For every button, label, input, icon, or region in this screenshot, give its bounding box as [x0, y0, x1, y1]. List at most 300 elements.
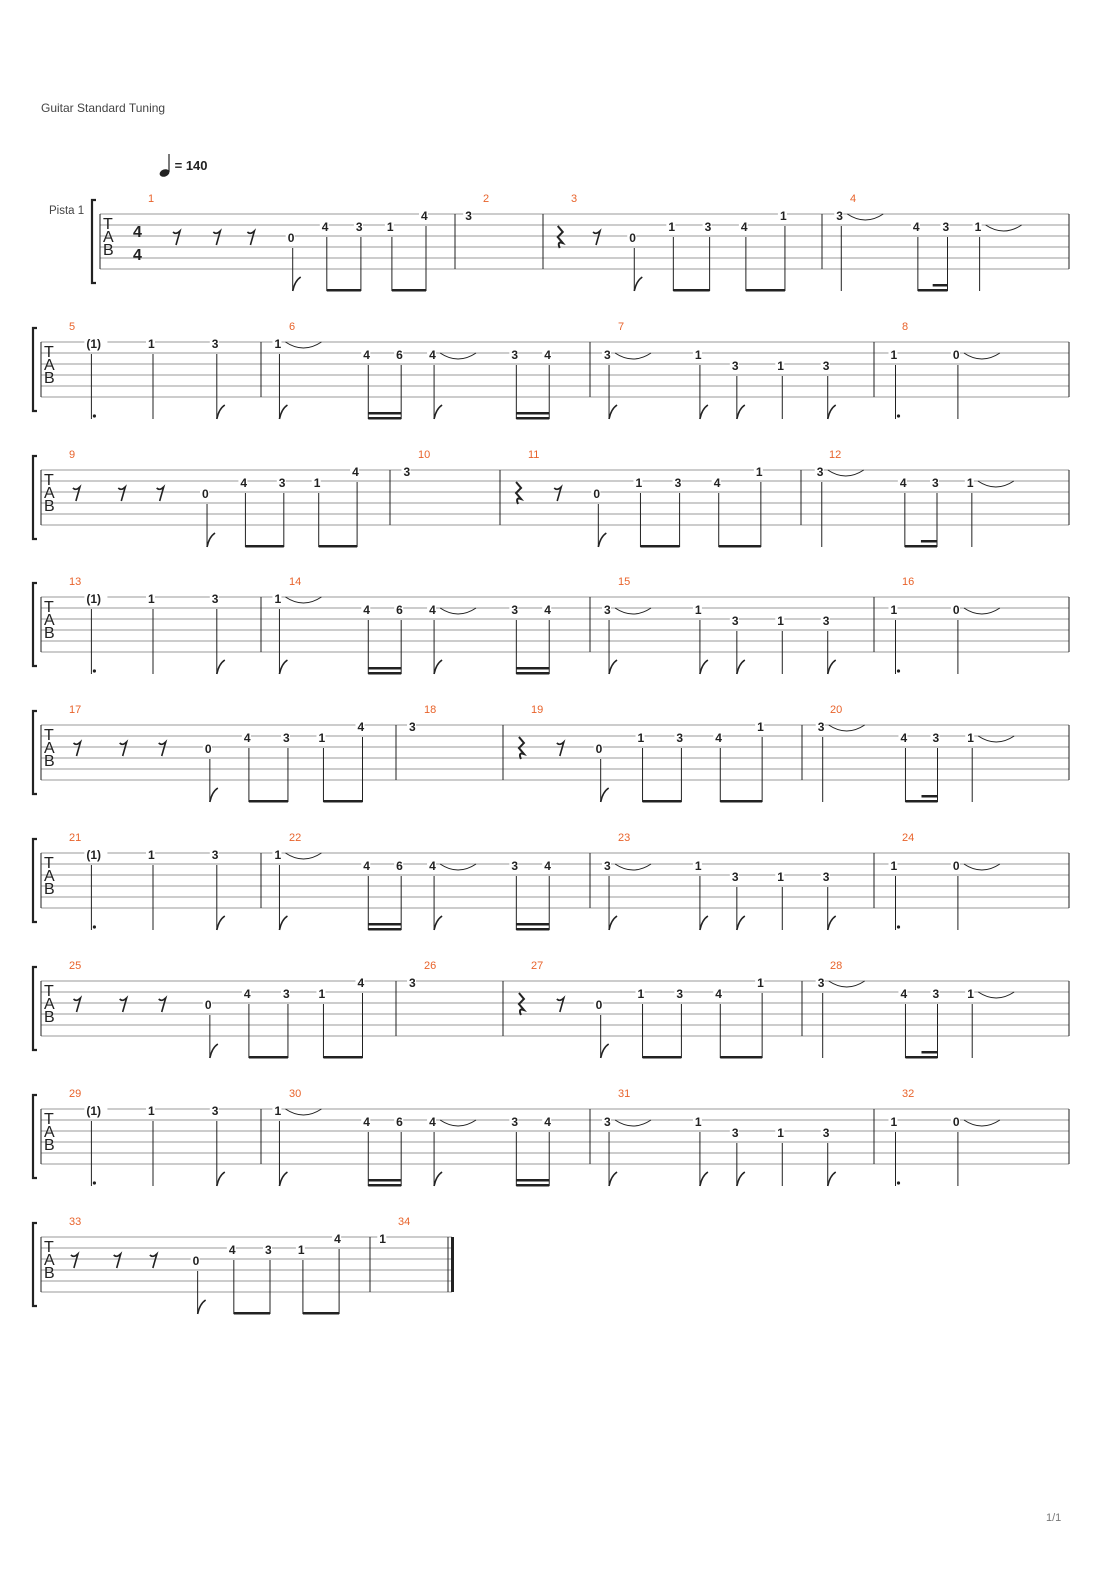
beam	[719, 545, 761, 548]
measure-number: 34	[398, 1216, 411, 1228]
eighth-rest-icon	[120, 742, 127, 756]
fret-number: 6	[396, 859, 403, 873]
eighth-flag	[217, 660, 225, 674]
fret-number: 3	[409, 720, 416, 734]
measure-number: 8	[902, 321, 909, 333]
fret-number: 1	[313, 476, 321, 490]
fret-number: 1	[694, 603, 702, 617]
tab-clef-letter: T	[44, 472, 54, 489]
tie-arc	[828, 470, 864, 476]
tie-arc	[285, 597, 321, 603]
fret-number: 4	[240, 476, 248, 490]
fret-number: 3	[211, 592, 219, 606]
fret-number: 3	[731, 1126, 739, 1140]
fret-number: 4	[715, 731, 722, 745]
tie-arc	[986, 225, 1022, 231]
dot-marker	[93, 414, 96, 417]
time-signature-bottom: 4	[133, 247, 142, 264]
eighth-rest-icon	[71, 1254, 78, 1268]
system-bracket	[33, 328, 37, 411]
beam	[905, 1056, 937, 1059]
beam	[640, 545, 679, 548]
tab-clef-letter: B	[44, 1265, 55, 1282]
fret-number: 3	[817, 720, 825, 734]
eighth-rest-icon	[73, 487, 80, 501]
quarter-rest-icon	[516, 482, 521, 504]
beam	[905, 545, 937, 548]
eighth-flag	[700, 1172, 708, 1186]
fret-number: 4	[243, 987, 251, 1001]
beam	[905, 800, 937, 803]
fret-number: 1	[635, 476, 643, 490]
fret-number: 0	[952, 1115, 960, 1129]
dot-marker	[897, 925, 900, 928]
fret-number: 3	[674, 476, 682, 490]
eighth-flag	[210, 788, 218, 802]
beam-secondary	[368, 1179, 401, 1182]
fret-number: 0	[952, 603, 960, 617]
fret-number: 4	[228, 1243, 236, 1257]
tie-arc	[440, 608, 476, 614]
tab-clef-letter: T	[44, 983, 54, 1000]
fret-number: 1	[274, 848, 282, 862]
fret-number: 4	[900, 731, 908, 745]
beam	[392, 289, 426, 292]
eighth-rest-icon	[247, 231, 254, 245]
eighth-flag	[210, 1044, 218, 1058]
beam	[643, 1056, 682, 1059]
fret-number: 4	[363, 859, 370, 873]
fret-number: 1	[755, 465, 763, 479]
fret-number: 1	[777, 870, 784, 884]
tie-arc	[615, 608, 651, 614]
beam-secondary	[368, 412, 401, 415]
tab-clef-letter: A	[44, 868, 55, 885]
measure-number: 29	[69, 1088, 82, 1100]
measure-number: 32	[902, 1088, 915, 1100]
measure-number: 11	[528, 449, 540, 461]
fret-number: 3	[604, 1115, 611, 1129]
fret-number: 1	[148, 1104, 155, 1118]
system-bracket	[33, 456, 37, 539]
system-bracket	[33, 711, 37, 794]
tab-clef-letter: B	[44, 625, 55, 642]
fret-number: 3	[465, 209, 472, 223]
measure-number: 7	[618, 321, 625, 333]
beam	[319, 545, 357, 548]
eighth-rest-icon	[114, 1254, 121, 1268]
measure-number: 15	[618, 576, 631, 588]
system-bracket	[33, 1223, 37, 1306]
fret-number: 3	[822, 870, 830, 884]
fret-number: 3	[676, 731, 684, 745]
tie-arc	[440, 864, 476, 870]
fret-number: 1	[967, 731, 974, 745]
measure-number: 28	[830, 960, 843, 972]
fret-number: 1	[297, 1243, 305, 1257]
measure-number: 25	[69, 960, 82, 972]
system-bracket	[33, 967, 37, 1050]
measure-number: 14	[289, 576, 302, 588]
system-bracket	[33, 1095, 37, 1178]
fret-number: 4	[429, 1115, 436, 1129]
fret-number: 3	[282, 731, 290, 745]
tab-clef-letter: A	[44, 357, 55, 374]
tab-clef-letter: B	[44, 370, 55, 387]
fret-number: 1	[694, 348, 702, 362]
eighth-flag	[434, 405, 442, 419]
eighth-flag	[279, 405, 287, 419]
tab-clef-letter: B	[44, 498, 55, 515]
fret-number: 3	[511, 859, 519, 873]
beam	[368, 1184, 401, 1187]
tab-clef-letter: B	[44, 753, 55, 770]
tab-clef-letter: A	[44, 1252, 55, 1269]
final-barline-thick	[451, 1237, 454, 1292]
beam	[720, 1056, 762, 1059]
beam-secondary	[368, 923, 401, 926]
measure-number: 13	[69, 576, 82, 588]
fret-number: 0	[629, 231, 636, 245]
fret-number: 4	[544, 603, 551, 617]
fret-number: 1	[757, 976, 764, 990]
fret-number: 4	[357, 976, 365, 990]
tie-arc	[964, 353, 1000, 359]
beam-secondary	[921, 540, 937, 543]
eighth-flag	[217, 916, 225, 930]
tab-clef-letter: B	[44, 881, 55, 898]
tab-clef-letter: A	[44, 1124, 55, 1141]
measure-number: 1	[148, 193, 155, 205]
eighth-rest-icon	[554, 487, 561, 501]
eighth-flag	[434, 660, 442, 674]
fret-number: 1	[148, 337, 155, 351]
tab-clef-letter: T	[44, 855, 54, 872]
eighth-flag	[217, 405, 225, 419]
staff-system	[33, 839, 1069, 931]
beam	[720, 800, 762, 803]
eighth-flag	[609, 1172, 617, 1186]
measure-number: 5	[69, 321, 76, 333]
fret-number: 3	[511, 348, 519, 362]
fret-number: 0	[952, 348, 960, 362]
tuning-label: Guitar Standard Tuning	[41, 101, 166, 115]
measure-number: 17	[69, 704, 82, 716]
eighth-rest-icon	[159, 998, 166, 1012]
tab-clef-letter: B	[103, 242, 114, 259]
quarter-rest-icon	[519, 737, 524, 759]
beam	[516, 1184, 549, 1187]
system-bracket	[33, 839, 37, 922]
quarter-rest-icon	[519, 993, 524, 1015]
measure-number: 27	[531, 960, 544, 972]
beam-secondary	[933, 284, 948, 287]
fret-number: 3	[704, 220, 712, 234]
fret-number: 4	[715, 987, 722, 1001]
fret-number: 0	[593, 487, 601, 501]
fret-number: 4	[352, 465, 359, 479]
fret-number: 1	[274, 1104, 282, 1118]
staff-system	[33, 967, 1069, 1059]
time-signature-top: 4	[133, 224, 142, 241]
fret-number: 3	[731, 359, 739, 373]
eighth-flag	[279, 660, 287, 674]
eighth-flag	[434, 916, 442, 930]
eighth-flag	[601, 1044, 609, 1058]
beam-secondary	[921, 795, 937, 798]
fret-number: 3	[511, 1115, 519, 1129]
fret-number: 3	[403, 465, 411, 479]
fret-number: 4	[912, 220, 920, 234]
eighth-flag	[279, 916, 287, 930]
beam	[368, 672, 401, 675]
eighth-rest-icon	[557, 998, 564, 1012]
fret-number: 3	[211, 1104, 219, 1118]
staff-system	[33, 328, 1069, 420]
measure-number: 4	[850, 193, 857, 205]
tie-arc	[829, 981, 865, 987]
fret-number: 3	[932, 731, 940, 745]
eighth-flag	[207, 533, 215, 547]
eighth-rest-icon	[173, 231, 180, 245]
fret-number: 1	[668, 220, 676, 234]
beam	[746, 289, 785, 292]
page-number: 1/1	[1046, 1512, 1062, 1524]
tab-clef-letter: T	[44, 599, 54, 616]
fret-number: 3	[816, 465, 824, 479]
fret-number: 0	[952, 859, 960, 873]
measure-number: 6	[289, 321, 296, 333]
dot-marker	[93, 925, 96, 928]
fret-number: 1	[386, 220, 394, 234]
beam	[303, 1312, 339, 1315]
tab-clef-letter: A	[44, 996, 55, 1013]
measure-number: 3	[571, 193, 578, 205]
fret-number: 6	[396, 1115, 403, 1129]
fret-number: 3	[817, 976, 825, 990]
fret-number: 6	[396, 348, 403, 362]
fret-number: 4	[900, 987, 908, 1001]
fret-number: 1	[779, 209, 787, 223]
beam	[368, 417, 401, 420]
measure-number: 22	[289, 832, 302, 844]
tab-clef-letter: A	[44, 485, 55, 502]
beam	[516, 672, 549, 675]
tempo-value: = 140	[174, 158, 208, 173]
staff-system	[33, 1095, 1069, 1187]
fret-number: 4	[334, 1232, 341, 1246]
fret-number: 4	[363, 603, 370, 617]
dot-marker	[897, 414, 900, 417]
beam-secondary	[516, 923, 549, 926]
fret-number: 1	[967, 987, 974, 1001]
fret-number: 1	[757, 720, 764, 734]
measure-number: 20	[830, 704, 843, 716]
eighth-flag	[198, 1300, 206, 1314]
fret-number: 3	[604, 859, 611, 873]
eighth-rest-icon	[120, 998, 127, 1012]
eighth-flag	[828, 916, 836, 930]
tab-clef-letter: B	[44, 1137, 55, 1154]
fret-number: (1)	[86, 337, 102, 351]
fret-number: 4	[421, 209, 428, 223]
fret-number: 1	[777, 614, 784, 628]
fret-number: 4	[544, 348, 551, 362]
tie-arc	[847, 214, 883, 220]
tab-clef-letter: T	[44, 1111, 54, 1128]
eighth-flag	[737, 1172, 745, 1186]
tie-arc	[285, 1109, 321, 1115]
beam	[516, 417, 549, 420]
staff-system	[33, 583, 1069, 675]
fret-number: 6	[396, 603, 403, 617]
eighth-flag	[217, 1172, 225, 1186]
beam	[245, 545, 283, 548]
tab-clef-letter: T	[44, 727, 54, 744]
eighth-flag	[737, 916, 745, 930]
staff-system	[33, 1223, 454, 1315]
eighth-rest-icon	[593, 231, 600, 245]
beam-secondary	[368, 667, 401, 670]
fret-number: 4	[357, 720, 365, 734]
fret-number: 0	[204, 998, 212, 1012]
fret-number: 4	[321, 220, 329, 234]
fret-number: 3	[211, 337, 219, 351]
beam	[673, 289, 709, 292]
fret-number: 1	[966, 476, 974, 490]
fret-number: 1	[777, 359, 784, 373]
tab-clef-letter: T	[44, 1239, 54, 1256]
measure-number: 31	[618, 1088, 631, 1100]
fret-number: 3	[355, 220, 363, 234]
fret-number: 1	[890, 603, 898, 617]
fret-number: 1	[694, 1115, 702, 1129]
eighth-rest-icon	[213, 231, 220, 245]
fret-number: 1	[318, 987, 326, 1001]
fret-number: 3	[409, 976, 416, 990]
dot-marker	[897, 669, 900, 672]
fret-number: 1	[694, 859, 702, 873]
measure-number: 10	[418, 449, 431, 461]
beam	[327, 289, 361, 292]
fret-number: (1)	[86, 1104, 102, 1118]
fret-number: 3	[822, 1126, 830, 1140]
fret-number: 3	[604, 603, 611, 617]
eighth-flag	[700, 660, 708, 674]
measure-number: 30	[289, 1088, 302, 1100]
dot-marker	[93, 669, 96, 672]
beam	[516, 928, 549, 931]
fret-number: 1	[318, 731, 326, 745]
fret-number: 1	[148, 848, 155, 862]
beam	[234, 1312, 270, 1315]
fret-number: 4	[899, 476, 907, 490]
tab-clef-letter: A	[44, 740, 55, 757]
tie-arc	[829, 725, 865, 731]
staff-system	[92, 200, 1069, 292]
beam	[643, 800, 682, 803]
eighth-flag	[737, 660, 745, 674]
fret-number: 1	[777, 1126, 784, 1140]
tie-arc	[964, 1120, 1000, 1126]
tie-arc	[440, 353, 476, 359]
fret-number: 3	[676, 987, 684, 1001]
fret-number: 3	[932, 987, 940, 1001]
fret-number: 3	[932, 476, 939, 490]
fret-number: 4	[713, 476, 721, 490]
fret-number: 3	[942, 220, 950, 234]
fret-number: 3	[822, 359, 830, 373]
tab-clef-letter: B	[44, 1009, 55, 1026]
eighth-flag	[598, 533, 606, 547]
eighth-flag	[434, 1172, 442, 1186]
tab-clef-letter: T	[103, 216, 113, 233]
tie-arc	[964, 864, 1000, 870]
eighth-flag	[609, 405, 617, 419]
quarter-rest-icon	[558, 226, 563, 248]
tie-arc	[964, 608, 1000, 614]
fret-number: 0	[287, 231, 295, 245]
measure-number: 16	[902, 576, 915, 588]
eighth-flag	[609, 660, 617, 674]
eighth-flag	[279, 1172, 287, 1186]
fret-number: 3	[731, 614, 739, 628]
beam	[323, 1056, 362, 1059]
fret-number: 4	[363, 348, 370, 362]
measure-number: 19	[531, 704, 544, 716]
fret-number: 3	[731, 870, 739, 884]
measure-number: 21	[69, 832, 82, 844]
fret-number: 0	[204, 742, 212, 756]
tab-clef-letter: T	[44, 344, 54, 361]
beam	[368, 928, 401, 931]
fret-number: 3	[211, 848, 219, 862]
eighth-flag	[601, 788, 609, 802]
fret-number: (1)	[86, 592, 102, 606]
eighth-flag	[700, 405, 708, 419]
fret-number: 1	[637, 987, 645, 1001]
fret-number: 1	[974, 220, 982, 234]
staff-system	[33, 456, 1069, 548]
track-name: Pista 1	[49, 205, 85, 217]
eighth-flag	[700, 916, 708, 930]
eighth-flag	[828, 660, 836, 674]
fret-number: 4	[243, 731, 251, 745]
tie-arc	[615, 864, 651, 870]
tie-arc	[978, 992, 1014, 998]
fret-number: 3	[822, 614, 830, 628]
fret-number: 1	[379, 1232, 386, 1246]
fret-number: (1)	[86, 848, 102, 862]
tab-clef-letter: A	[103, 229, 114, 246]
dot-marker	[93, 1181, 96, 1184]
measure-number: 2	[483, 193, 490, 205]
eighth-flag	[828, 405, 836, 419]
fret-number: 4	[544, 859, 551, 873]
fret-number: 1	[890, 1115, 898, 1129]
beam-secondary	[921, 1051, 937, 1054]
staff-system	[33, 711, 1069, 803]
beam	[323, 800, 362, 803]
fret-number: 3	[282, 987, 290, 1001]
tie-arc	[440, 1120, 476, 1126]
eighth-flag	[828, 1172, 836, 1186]
eighth-flag	[293, 277, 301, 291]
eighth-rest-icon	[157, 487, 164, 501]
fret-number: 1	[637, 731, 645, 745]
fret-number: 3	[511, 603, 519, 617]
tie-arc	[978, 481, 1014, 487]
